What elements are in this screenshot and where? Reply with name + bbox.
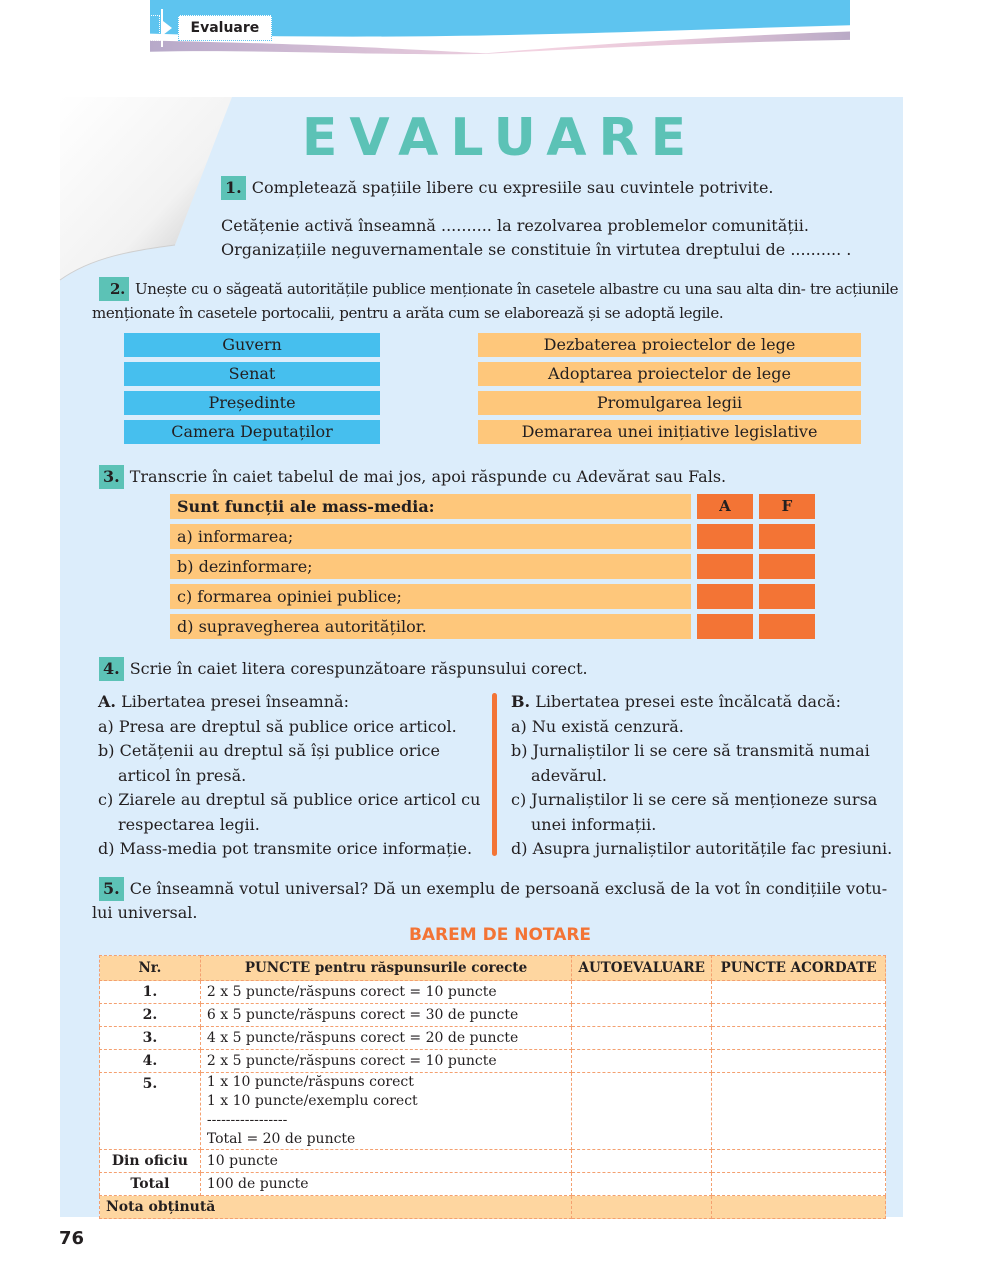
tf-answer-f[interactable] bbox=[759, 524, 815, 549]
tf-statement: b) dezinformare; bbox=[170, 554, 691, 579]
barem-row bbox=[100, 1173, 886, 1196]
barem-row-acordate[interactable] bbox=[712, 1027, 886, 1050]
barem-row-puncte bbox=[200, 1173, 571, 1196]
barem-nota-autoevaluare[interactable] bbox=[572, 1196, 712, 1219]
tf-statement: a) informarea; bbox=[170, 524, 691, 549]
barem-nota-row bbox=[100, 1196, 886, 1219]
q4-a-option[interactable]: c) Ziarele au dreptul să publice orice articol cu respectarea legii. bbox=[98, 790, 481, 834]
authority-box[interactable]: Guvern bbox=[124, 333, 380, 357]
q1-line2: Organizațiile neguvernamentale se constituie în virtutea dreptului de .......... . bbox=[221, 240, 852, 259]
barem-row-puncte bbox=[200, 1027, 571, 1050]
page-number: 76 bbox=[59, 1228, 85, 1249]
barem-header-nr: Nr. bbox=[100, 956, 201, 981]
barem-row-acordate[interactable] bbox=[712, 1073, 886, 1150]
q1-prompt-text: Completează spațiile libere cu expresiile sau cuvintele potrivite. bbox=[251, 178, 774, 197]
q1-prompt bbox=[221, 176, 774, 200]
barem-row bbox=[100, 1073, 886, 1150]
q5-prompt-line1: Ce înseamnă votul universal? Dă un exemplu de persoană exclusă de la vot în condițiile votu- bbox=[129, 879, 888, 898]
barem-row-line: 2 x 5 puncte/răspuns corect = 10 puncte bbox=[206, 1053, 497, 1069]
barem-nota-label: Nota obținută bbox=[100, 1196, 572, 1219]
barem-row-line: ----------------- bbox=[206, 1112, 288, 1128]
tf-row bbox=[170, 554, 815, 579]
barem-row bbox=[100, 1027, 886, 1050]
authority-box[interactable]: Camera Deputaților bbox=[124, 420, 380, 444]
barem-row-line: 10 puncte bbox=[206, 1153, 278, 1169]
tf-header-row bbox=[170, 494, 815, 519]
q4-b-option[interactable]: b) Jurnaliștilor li se cere să transmită numai adevărul. bbox=[511, 741, 870, 785]
action-box[interactable]: Adoptarea proiectelor de lege bbox=[478, 362, 861, 386]
q5-prompt-line2: lui universal. bbox=[92, 903, 198, 922]
barem-row-autoevaluare[interactable] bbox=[572, 1004, 712, 1027]
barem-row-autoevaluare[interactable] bbox=[572, 1027, 712, 1050]
barem-row-nr: 3. bbox=[100, 1027, 201, 1050]
barem-row-puncte bbox=[200, 1073, 571, 1150]
barem-header-acordate: PUNCTE ACORDATE bbox=[712, 956, 886, 981]
q4-part-a bbox=[98, 690, 488, 862]
tf-statement: d) supravegherea autorităților. bbox=[170, 614, 691, 639]
barem-row-puncte bbox=[200, 1050, 571, 1073]
barem-row-puncte bbox=[200, 1004, 571, 1027]
q3-prompt-text: Transcrie în caiet tabelul de mai jos, apoi răspunde cu Adevărat sau Fals. bbox=[129, 467, 727, 486]
barem-row-puncte bbox=[200, 981, 571, 1004]
q4-b-option[interactable]: a) Nu există cenzură. bbox=[511, 716, 684, 736]
tf-answer-a[interactable] bbox=[697, 554, 753, 579]
breadcrumb-unit[interactable]: Unitatea 2 bbox=[59, 15, 160, 41]
tf-answer-f[interactable] bbox=[759, 614, 815, 639]
barem-row-autoevaluare[interactable] bbox=[572, 981, 712, 1004]
page-title: EVALUARE bbox=[301, 108, 699, 168]
q4-b-stem bbox=[511, 690, 901, 715]
q3-prompt bbox=[99, 465, 726, 489]
q4-a-label: A. bbox=[98, 692, 116, 711]
barem-row-autoevaluare[interactable] bbox=[572, 1150, 712, 1173]
q4-a-option[interactable]: d) Mass-media pot transmite orice informație. bbox=[98, 839, 473, 858]
q4-b-stem-text: Libertatea presei este încălcată dacă: bbox=[535, 692, 841, 711]
q2-prompt bbox=[92, 277, 903, 325]
q3-number: 3. bbox=[99, 465, 124, 489]
authority-box[interactable]: Președinte bbox=[124, 391, 380, 415]
breadcrumb bbox=[59, 14, 272, 42]
barem-body bbox=[100, 981, 886, 1196]
q2-number: 2. bbox=[99, 277, 129, 301]
q2-prompt-line1: Unește cu o săgeată autoritățile publice menționate în casetele albastre cu una sau alta din- bbox=[134, 280, 806, 298]
q2-prompt-line2: tre acțiunile menționate în casetele portocalii, pentru a arăta cum se elaborează și se adoptă legile. bbox=[92, 280, 899, 322]
barem-header-autoevaluare: AUTOEVALUARE bbox=[572, 956, 712, 981]
action-box[interactable]: Promulgarea legii bbox=[478, 391, 861, 415]
barem-row bbox=[100, 1150, 886, 1173]
breadcrumb-separator bbox=[161, 9, 163, 47]
q5-prompt bbox=[99, 877, 899, 901]
q4-a-option[interactable]: b) Cetățenii au dreptul să își publice orice articol în presă. bbox=[98, 741, 440, 785]
true-false-table bbox=[170, 494, 815, 644]
tf-answer-a[interactable] bbox=[697, 584, 753, 609]
tf-answer-f[interactable] bbox=[759, 584, 815, 609]
breadcrumb-arrow-icon bbox=[163, 21, 172, 35]
q4-prompt bbox=[99, 657, 588, 681]
barem-row-nr: Total bbox=[100, 1173, 201, 1196]
barem-row-acordate[interactable] bbox=[712, 1004, 886, 1027]
q4-part-b bbox=[511, 690, 901, 862]
q4-number: 4. bbox=[99, 657, 124, 681]
barem-header-puncte: PUNCTE pentru răspunsurile corecte bbox=[200, 956, 571, 981]
breadcrumb-current: Evaluare bbox=[178, 15, 273, 41]
barem-row-line: 1 x 10 puncte/exemplu corect bbox=[206, 1093, 418, 1109]
q4-a-stem-text: Libertatea presei înseamnă: bbox=[121, 692, 349, 711]
column-divider bbox=[492, 693, 497, 856]
q1-number: 1. bbox=[221, 176, 246, 200]
authorities-list bbox=[124, 333, 380, 444]
tf-answer-f[interactable] bbox=[759, 554, 815, 579]
barem-row-acordate[interactable] bbox=[712, 1150, 886, 1173]
barem-row-line: 6 x 5 puncte/răspuns corect = 30 de puncte bbox=[206, 1007, 519, 1023]
barem-row-autoevaluare[interactable] bbox=[572, 1173, 712, 1196]
tf-row bbox=[170, 524, 815, 549]
barem-row-nr: Din oficiu bbox=[100, 1150, 201, 1173]
barem-row-nr: 2. bbox=[100, 1004, 201, 1027]
action-box[interactable]: Demararea unei inițiative legislative bbox=[478, 420, 861, 444]
q5-number: 5. bbox=[99, 877, 124, 901]
tf-row bbox=[170, 584, 815, 609]
barem-row-nr: 5. bbox=[100, 1073, 201, 1150]
tf-answer-a[interactable] bbox=[697, 614, 753, 639]
tf-row bbox=[170, 614, 815, 639]
barem-row-acordate[interactable] bbox=[712, 1173, 886, 1196]
barem-row-acordate[interactable] bbox=[712, 981, 886, 1004]
barem-row-nr: 4. bbox=[100, 1050, 201, 1073]
barem-row-line: 2 x 5 puncte/răspuns corect = 10 puncte bbox=[206, 984, 497, 1000]
barem-table bbox=[99, 955, 886, 1219]
tf-header: Sunt funcții ale mass-media: bbox=[170, 494, 691, 519]
q4-a-stem bbox=[98, 690, 488, 715]
barem-row-nr: 1. bbox=[100, 981, 201, 1004]
actions-list bbox=[478, 333, 861, 444]
barem-row-autoevaluare[interactable] bbox=[572, 1073, 712, 1150]
barem-header-row bbox=[100, 956, 886, 981]
q1-line1: Cetățenie activă înseamnă .......... la rezolvarea problemelor comunității. bbox=[221, 216, 809, 235]
barem-row-line: 100 de puncte bbox=[206, 1176, 309, 1192]
action-box[interactable]: Dezbaterea proiectelor de lege bbox=[478, 333, 861, 357]
q4-b-option[interactable]: c) Jurnaliștilor li se cere să menționeze sursa unei informații. bbox=[511, 790, 878, 834]
barem-row bbox=[100, 1050, 886, 1073]
barem-row-line: Total = 20 de puncte bbox=[206, 1131, 356, 1147]
authority-box[interactable]: Senat bbox=[124, 362, 380, 386]
barem-row-autoevaluare[interactable] bbox=[572, 1050, 712, 1073]
barem-row-line: 4 x 5 puncte/răspuns corect = 20 de puncte bbox=[206, 1030, 519, 1046]
q4-b-option[interactable]: d) Asupra jurnaliștilor autoritățile fac presiuni. bbox=[511, 839, 893, 858]
q4-b-label: B. bbox=[511, 692, 531, 711]
q4-a-option[interactable]: a) Presa are dreptul să publice orice articol. bbox=[98, 716, 457, 736]
tf-col-f: F bbox=[759, 494, 815, 519]
barem-row-puncte bbox=[200, 1150, 571, 1173]
barem-row-acordate[interactable] bbox=[712, 1050, 886, 1073]
barem-nota-acordate[interactable] bbox=[712, 1196, 886, 1219]
barem-row-line: 1 x 10 puncte/răspuns corect bbox=[206, 1074, 414, 1090]
tf-col-a: A bbox=[697, 494, 753, 519]
barem-row bbox=[100, 981, 886, 1004]
tf-statement: c) formarea opiniei publice; bbox=[170, 584, 691, 609]
barem-title: BAREM DE NOTARE bbox=[408, 925, 592, 945]
tf-answer-a[interactable] bbox=[697, 524, 753, 549]
barem-row bbox=[100, 1004, 886, 1027]
q4-prompt-text: Scrie în caiet litera corespunzătoare răspunsului corect. bbox=[129, 659, 588, 678]
